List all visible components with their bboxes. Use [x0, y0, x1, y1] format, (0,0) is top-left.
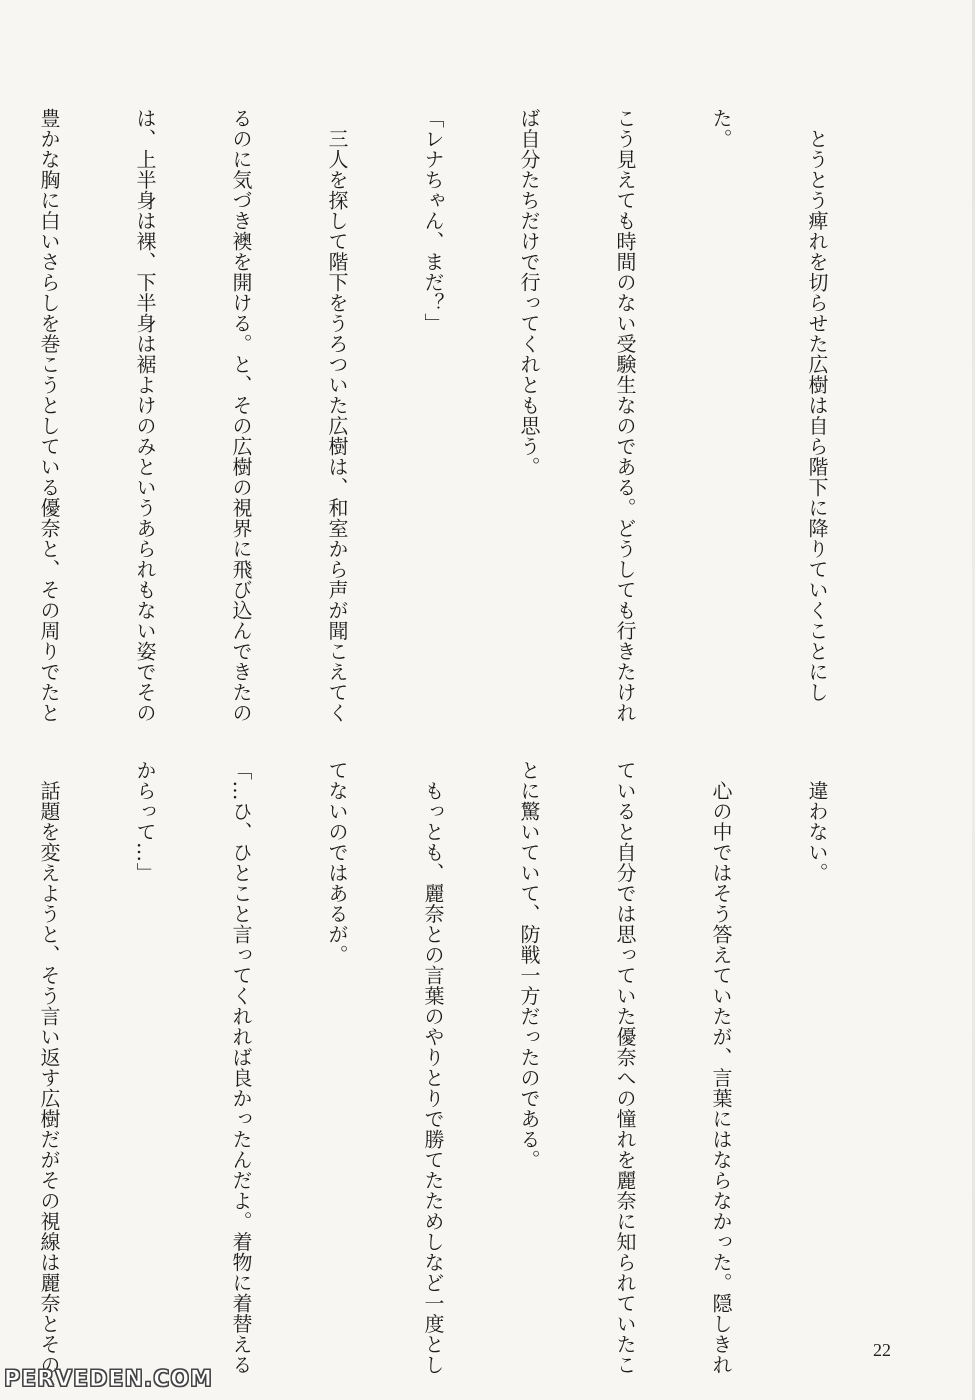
text-line: 話題を変えようと、そう言い返す広樹だがその視線は麗奈とその — [37, 760, 61, 1375]
text-line: 「…ひ、ひとこと言ってくれれば良かったんだよ。着物に着替える — [229, 760, 253, 1375]
text-line: ば自分たちだけで行ってくれとも思う。 — [517, 108, 541, 477]
text-line: 豊かな胸に白いさらしを巻こうとしている優奈と、その周りでたと — [37, 108, 61, 723]
text-line: 三人を探して階下をうろついた広樹は、和室から声が聞こえてく — [325, 108, 349, 723]
page-number: 22 — [873, 1340, 891, 1360]
text-line: るのに気づき襖を開ける。と、その広樹の視界に飛び込んできたの — [229, 108, 253, 723]
text-line: てないのではあるが。 — [325, 760, 349, 965]
text-line: からって…」 — [133, 760, 157, 883]
text-line: ていると自分では思っていた優奈への憧れを麗奈に知られていたこ — [613, 760, 637, 1375]
text-line: もっとも、麗奈との言葉のやりとりで勝てたためしなど一度とし — [421, 760, 445, 1375]
text-line: とうとう痺れを切らせた広樹は自ら階下に降りていくことにし — [805, 108, 829, 703]
text-line: こう見えても時間のない受験生なのである。どうしても行きたけれ — [613, 108, 637, 723]
watermark-logo: PERVEDEN.COM — [4, 1367, 213, 1392]
text-line: た。 — [709, 108, 733, 149]
bottom-text-block — [37, 760, 897, 1375]
text-line: 違わない。 — [805, 760, 829, 883]
text-line: は、上半身は裸、下半身は裾よけのみというあられもない姿でその — [133, 108, 157, 723]
top-text-block — [37, 108, 897, 723]
text-line: 心の中ではそう答えていたが、言葉にはならなかった。隠しきれ — [709, 760, 733, 1375]
text-line: とに驚いていて、防戦一方だったのである。 — [517, 760, 541, 1170]
text-line: 「レナちゃん、まだ？」 — [421, 108, 445, 334]
